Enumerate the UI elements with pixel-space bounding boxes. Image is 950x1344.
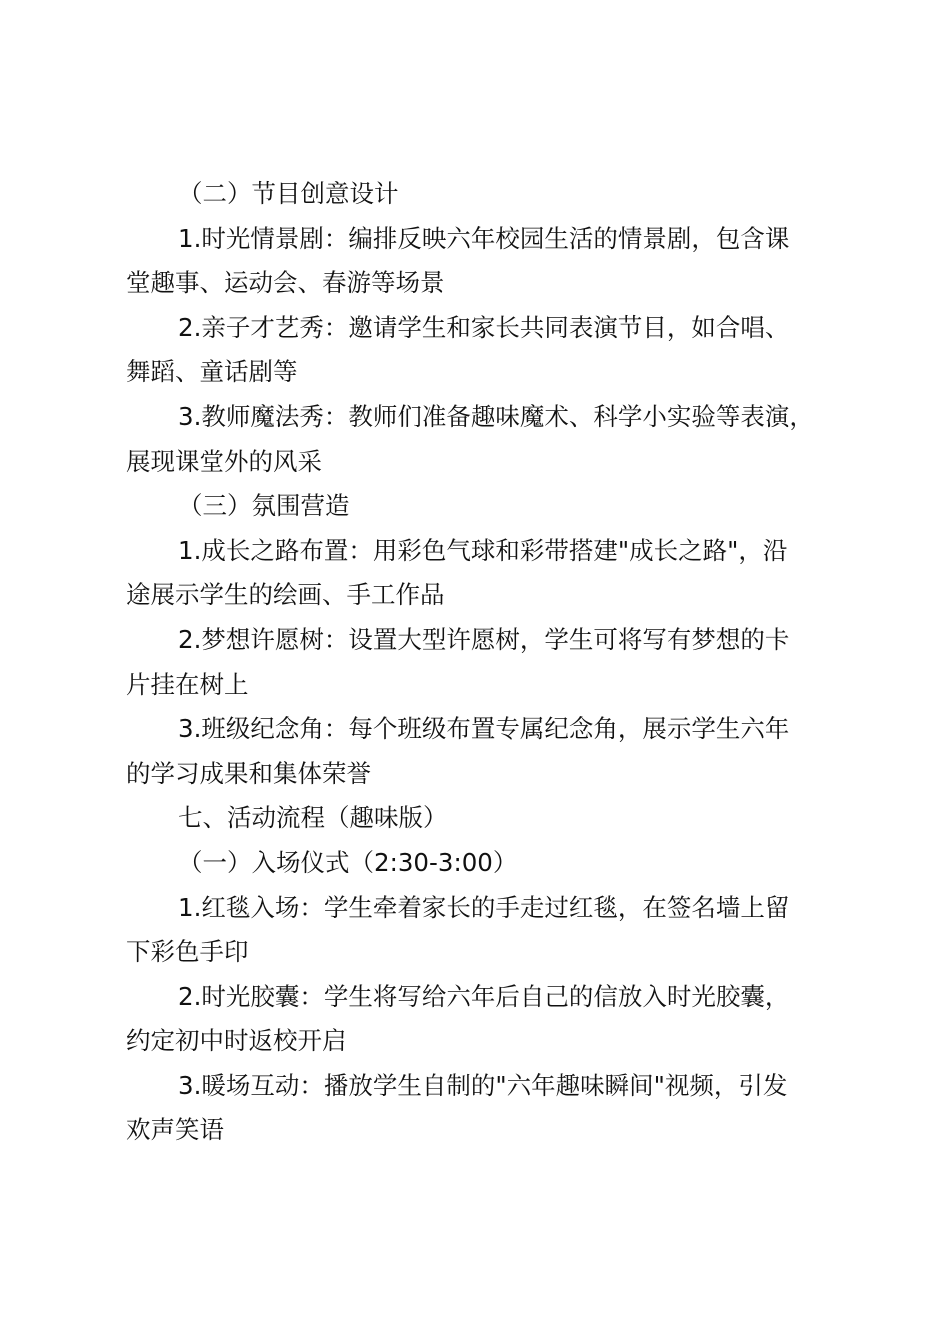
paragraph-line: 2.时光胶囊：学生将写给六年后自己的信放入时光胶囊， [178,981,790,1011]
paragraph-line: 3.班级纪念角：每个班级布置专属纪念角，展示学生六年 [178,714,790,744]
section-heading-activity-flow: 七、活动流程（趣味版） [178,803,448,833]
paragraph-line: 1.时光情景剧：编排反映六年校园生活的情景剧，包含课 [178,223,790,253]
paragraph-line: 欢声笑语 [126,1115,224,1145]
section-heading-entrance: （一）入场仪式（2:30-3:00） [178,847,518,877]
paragraph-line: 下彩色手印 [126,937,249,967]
section-heading-program-design: （二）节目创意设计 [178,179,399,208]
paragraph-line: 堂趣事、运动会、春游等场景 [126,268,445,298]
paragraph-line: 1.成长之路布置：用彩色气球和彩带搭建"成长之路"，沿 [178,535,788,565]
paragraph-line: 3.暖场互动：播放学生自制的"六年趣味瞬间"视频，引发 [178,1070,788,1100]
paragraph-line: 舞蹈、童话剧等 [126,357,298,387]
paragraph-line: 的学习成果和集体荣誉 [126,758,371,788]
paragraph-line: 片挂在树上 [126,669,249,699]
paragraph-line: 3.教师魔法秀：教师们准备趣味魔术、科学小实验等表演， [178,401,814,431]
document-body [126,172,838,1153]
paragraph-line: 约定初中时返校开启 [126,1026,347,1056]
paragraph-line: 1.红毯入场：学生牵着家长的手走过红毯，在签名墙上留 [178,892,790,922]
paragraph-line: 途展示学生的绘画、手工作品 [126,580,445,610]
section-heading-atmosphere: （三）氛围营造 [178,491,350,521]
paragraph-line: 2.亲子才艺秀：邀请学生和家长共同表演节目，如合唱、 [178,312,790,342]
paragraph-line: 展现课堂外的风采 [126,446,322,476]
paragraph-line: 2.梦想许愿树：设置大型许愿树，学生可将写有梦想的卡 [178,624,790,654]
